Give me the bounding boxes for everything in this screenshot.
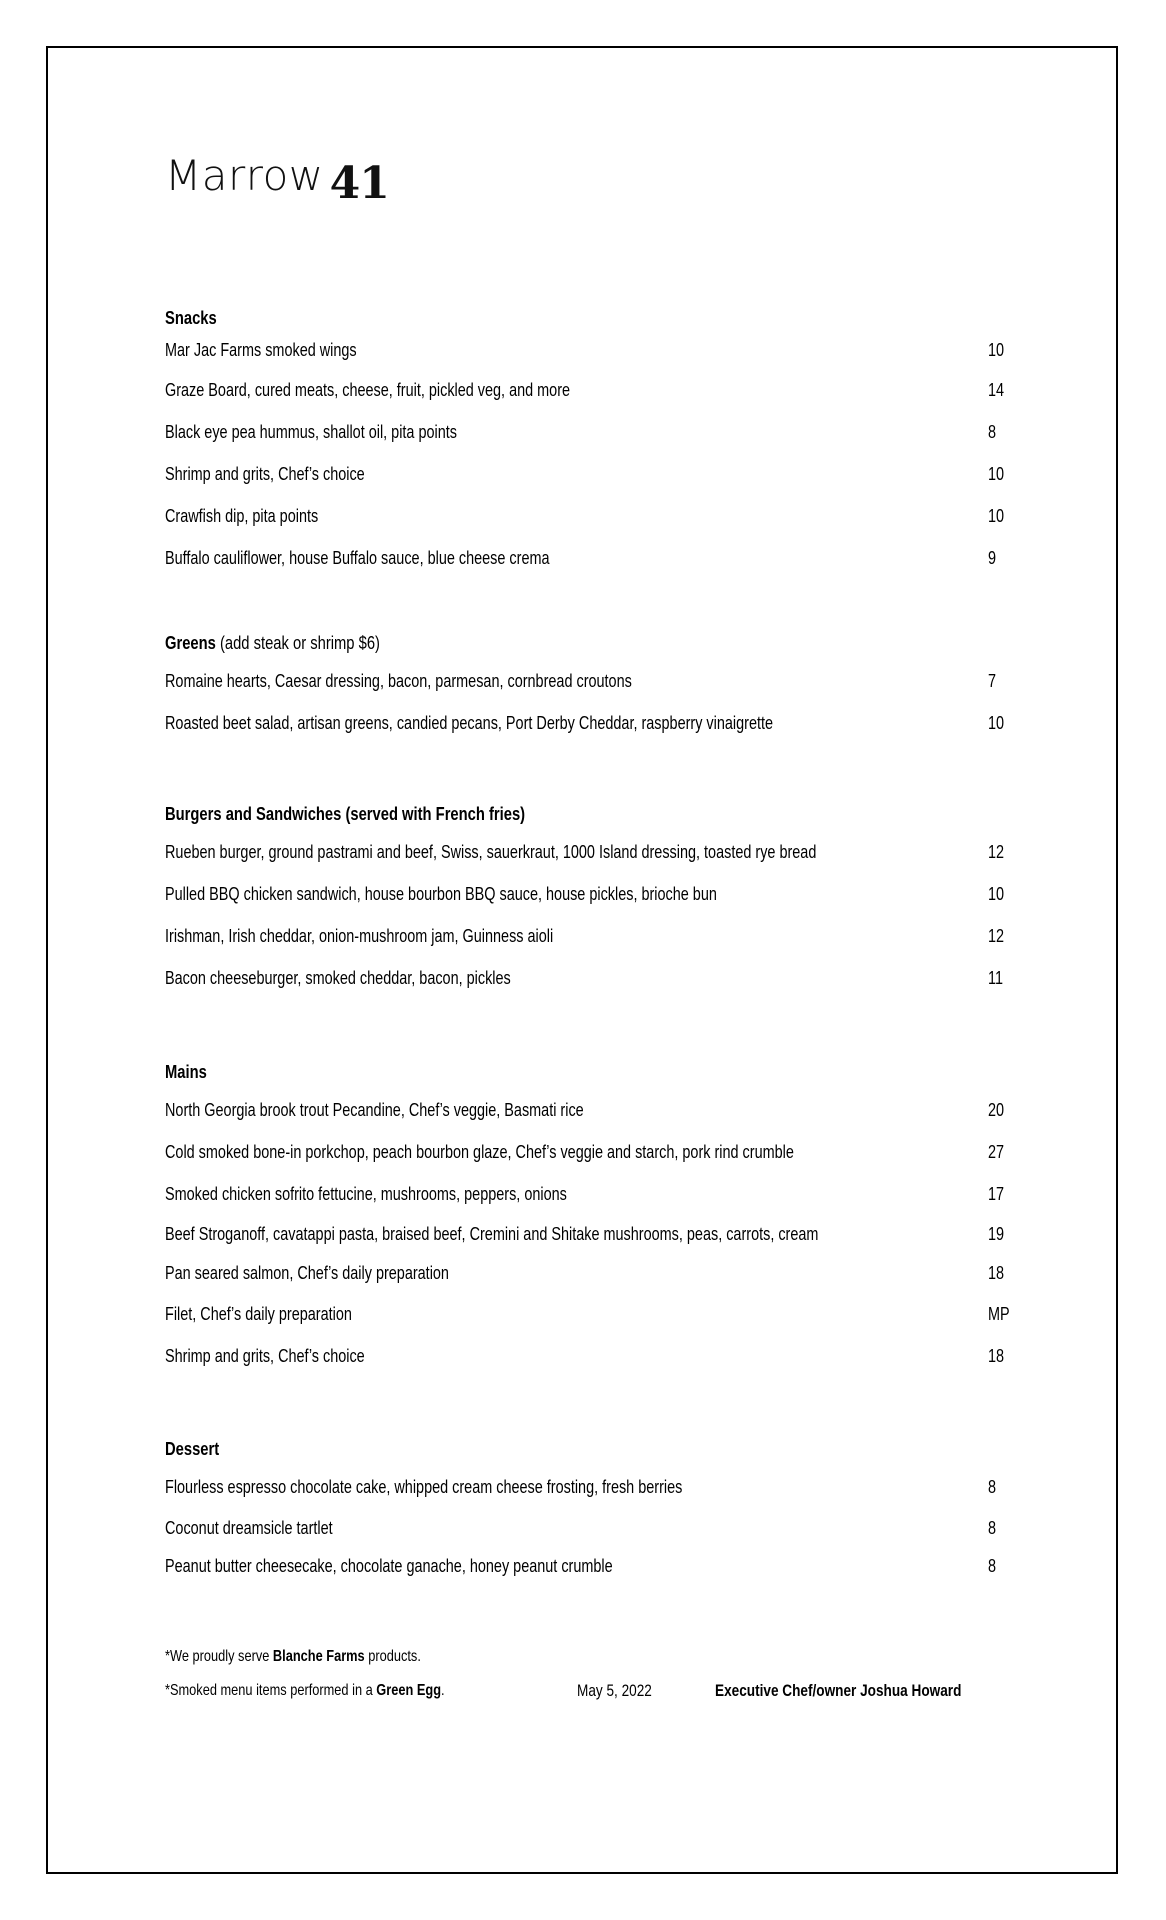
menu-item	[165, 1253, 1015, 1293]
menu-footer	[165, 1640, 1045, 1708]
menu-item	[165, 453, 1015, 495]
section-title: Greens (add steak or shrimp $6)	[165, 633, 380, 653]
item-name: Coconut dreamsicle tartlet	[165, 1517, 333, 1538]
menu-item	[165, 1215, 1015, 1253]
footer-note-smoker: *Smoked menu items performed in a Green Egg. May 5, 2022 Executive Chef/owner Joshua Howard	[165, 1674, 1045, 1708]
section-title: Dessert	[165, 1439, 220, 1459]
item-name: Mar Jac Farms smoked wings	[165, 339, 357, 360]
menu-item	[165, 1548, 1015, 1584]
menu-item	[165, 1508, 1015, 1548]
item-name: Peanut butter cheesecake, chocolate ganache, honey peanut crumble	[165, 1555, 613, 1576]
item-name: Shrimp and grits, Chef’s choice	[165, 1345, 365, 1366]
item-name: Cold smoked bone-in porkchop, peach bourbon glaze, Chef’s veggie and starch, pork rind crumble	[165, 1141, 794, 1162]
menu-date: May 5, 2022	[577, 1681, 652, 1700]
item-name: Smoked chicken sofrito fettucine, mushrooms, peppers, onions	[165, 1183, 567, 1204]
section-greens	[165, 630, 1015, 744]
section-title: Mains	[165, 1062, 207, 1082]
farm-name: Blanche Farms	[272, 1648, 365, 1665]
item-price: 8	[988, 1517, 997, 1538]
item-price: MP	[988, 1303, 1010, 1324]
menu-item	[165, 1131, 1015, 1173]
item-price: 18	[988, 1262, 1005, 1283]
chef-credit: Executive Chef/owner Joshua Howard	[715, 1681, 962, 1700]
section-snacks	[165, 305, 1015, 579]
menu-item	[165, 1293, 1015, 1335]
item-name: Beef Stroganoff, cavatappi pasta, braised beef, Cremini and Shitake mushrooms, peas, carrots, cream	[165, 1223, 819, 1244]
item-price: 14	[988, 379, 1005, 400]
item-price: 9	[988, 547, 997, 568]
item-price: 8	[988, 1555, 997, 1576]
item-price: 8	[988, 1476, 997, 1497]
item-name: Shrimp and grits, Chef’s choice	[165, 463, 365, 484]
item-name: Pan seared salmon, Chef’s daily preparation	[165, 1262, 449, 1283]
menu-item	[165, 702, 1015, 744]
item-name: Buffalo cauliflower, house Buffalo sauce, blue cheese crema	[165, 547, 550, 568]
menu-item	[165, 831, 1015, 873]
menu-item	[165, 1335, 1015, 1377]
item-price: 7	[988, 670, 997, 691]
item-name: Romaine hearts, Caesar dressing, bacon, parmesan, cornbread croutons	[165, 670, 632, 691]
item-price: 10	[988, 339, 1005, 360]
item-price: 17	[988, 1183, 1005, 1204]
section-mains	[165, 1059, 1015, 1377]
item-name: Rueben burger, ground pastrami and beef, Swiss, sauerkraut, 1000 Island dressing, toasted rye bread	[165, 841, 817, 862]
item-name: North Georgia brook trout Pecandine, Chef’s veggie, Basmati rice	[165, 1099, 584, 1120]
item-price: 11	[988, 967, 1003, 988]
brand-logo	[165, 150, 1015, 209]
item-price: 10	[988, 463, 1005, 484]
section-title: Snacks	[165, 308, 217, 328]
item-name: Filet, Chef’s daily preparation	[165, 1303, 352, 1324]
item-name: Roasted beet salad, artisan greens, candied pecans, Port Derby Cheddar, raspberry vinaigrette	[165, 712, 774, 733]
item-price: 8	[988, 421, 997, 442]
item-name: Graze Board, cured meats, cheese, fruit, pickled veg, and more	[165, 379, 571, 400]
menu-content	[165, 150, 1015, 209]
menu-item	[165, 537, 1015, 579]
section-title: Burgers and Sandwiches (served with French fries)	[165, 804, 526, 824]
item-name: Irishman, Irish cheddar, onion-mushroom jam, Guinness aioli	[165, 925, 554, 946]
menu-item	[165, 411, 1015, 453]
item-price: 12	[988, 925, 1005, 946]
smoker-name: Green Egg	[376, 1682, 442, 1699]
section-burgers	[165, 801, 1015, 999]
item-price: 10	[988, 883, 1005, 904]
item-name: Flourless espresso chocolate cake, whipped cream cheese frosting, fresh berries	[165, 1476, 683, 1497]
item-price: 27	[988, 1141, 1005, 1162]
item-price: 12	[988, 841, 1005, 862]
menu-item	[165, 331, 1015, 369]
item-name: Crawfish dip, pita points	[165, 505, 319, 526]
item-price: 19	[988, 1223, 1005, 1244]
menu-item	[165, 1173, 1015, 1215]
brand-name: Marrow	[165, 151, 324, 200]
item-name: Bacon cheeseburger, smoked cheddar, bacon, pickles	[165, 967, 511, 988]
menu-item	[165, 660, 1015, 702]
menu-item	[165, 369, 1015, 411]
footer-note-farms: *We proudly serve Blanche Farms products.	[165, 1648, 421, 1665]
brand-number: 41	[329, 158, 389, 209]
item-price: 18	[988, 1345, 1005, 1366]
section-note: (add steak or shrimp $6)	[215, 633, 380, 653]
menu-item	[165, 873, 1015, 915]
item-name: Black eye pea hummus, shallot oil, pita points	[165, 421, 457, 442]
item-price: 10	[988, 505, 1005, 526]
item-price: 10	[988, 712, 1005, 733]
menu-item	[165, 915, 1015, 957]
section-dessert	[165, 1436, 1015, 1584]
menu-item	[165, 1466, 1015, 1508]
item-name: Pulled BBQ chicken sandwich, house bourbon BBQ sauce, house pickles, brioche bun	[165, 883, 717, 904]
menu-item	[165, 495, 1015, 537]
menu-item	[165, 957, 1015, 999]
menu-item	[165, 1089, 1015, 1131]
item-price: 20	[988, 1099, 1005, 1120]
